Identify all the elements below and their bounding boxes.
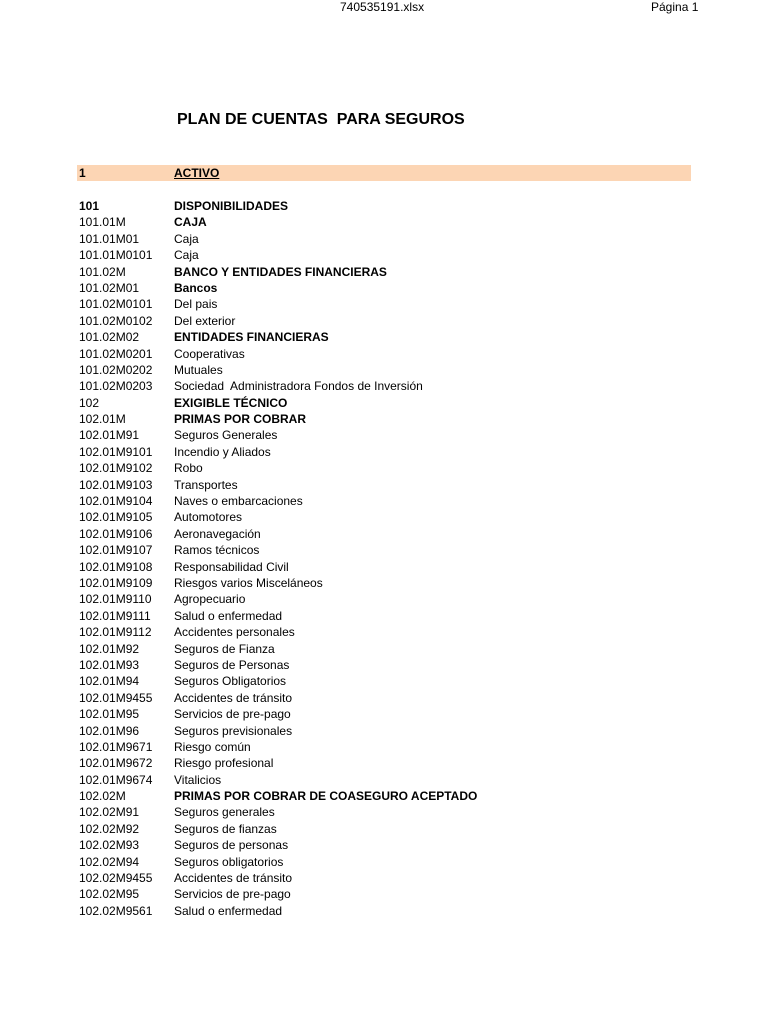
- table-row: [79, 296, 691, 312]
- account-code: 101.02M0203: [79, 379, 153, 394]
- table-row: [79, 214, 691, 230]
- account-name: Transportes: [174, 477, 238, 492]
- table-row: [79, 903, 691, 919]
- account-name: Robo: [174, 461, 203, 476]
- account-name: Seguros Generales: [174, 428, 278, 443]
- account-code: 101.02M: [79, 264, 126, 279]
- section-name: ACTIVO: [174, 166, 220, 180]
- account-code: 102.01M9672: [79, 756, 153, 771]
- account-name: Seguros de personas: [174, 838, 289, 853]
- account-code: 102.01M9106: [79, 526, 153, 541]
- table-row: [79, 886, 691, 902]
- table-row: [79, 198, 691, 214]
- table-row: [79, 673, 691, 689]
- account-code: 102.01M9111: [79, 608, 151, 623]
- table-row: [79, 509, 691, 525]
- account-name: Bancos: [174, 280, 218, 295]
- table-row: [79, 641, 691, 657]
- account-code: 102.01M9112: [79, 625, 152, 640]
- account-code: 101.01M0101: [79, 248, 153, 263]
- account-name: Servicios de pre-pago: [174, 887, 291, 902]
- table-row: [79, 493, 691, 509]
- account-code: 101.02M0201: [79, 346, 153, 361]
- account-code: 102.01M9674: [79, 772, 153, 787]
- account-code: 102.02M9455: [79, 871, 153, 886]
- table-row: [79, 346, 691, 362]
- account-name: Seguros Obligatorios: [174, 674, 287, 689]
- account-name: Riesgo profesional: [174, 756, 274, 771]
- account-name: Seguros de fianzas: [174, 821, 277, 836]
- account-name: Caja: [174, 248, 199, 263]
- table-row: [79, 329, 691, 345]
- account-name: Vitalicios: [174, 772, 222, 787]
- page-number: Página 1: [651, 0, 699, 14]
- account-code: 102.01M9104: [79, 494, 153, 509]
- table-row: [79, 624, 691, 640]
- account-code: 102.01M9108: [79, 559, 153, 574]
- table-row: [79, 427, 691, 443]
- account-code: 102.01M91: [79, 428, 140, 443]
- account-name: Riesgos varios Misceláneos: [174, 575, 323, 590]
- account-name: DISPONIBILIDADES: [174, 199, 289, 213]
- account-name: Del exterior: [174, 313, 236, 328]
- table-row: [79, 870, 691, 886]
- table-row: [79, 542, 691, 558]
- table-row: [79, 755, 691, 771]
- account-name: Sociedad Administradora Fondos de Inversión: [174, 379, 423, 394]
- account-code: 101.02M0102: [79, 313, 153, 328]
- account-name: Seguros previsionales: [174, 723, 293, 738]
- account-name: Seguros de Fianza: [174, 641, 275, 656]
- account-name: Ramos técnicos: [174, 543, 260, 558]
- table-row: [79, 231, 691, 247]
- page-title: PLAN DE CUENTAS PARA SEGUROS: [177, 111, 465, 128]
- account-name: Automotores: [174, 510, 243, 525]
- account-code: 101.02M02: [79, 330, 140, 345]
- account-code: 102.01M93: [79, 657, 140, 672]
- account-code: 101.01M01: [79, 231, 140, 246]
- account-name: PRIMAS POR COBRAR: [174, 412, 307, 427]
- section-code: 1: [79, 166, 86, 180]
- account-code: 101.02M0202: [79, 362, 153, 377]
- table-row: [79, 804, 691, 820]
- account-code: 102.01M9101: [79, 444, 153, 459]
- table-row: [79, 772, 691, 788]
- section-header-row: [77, 165, 691, 181]
- account-name: Incendio y Aliados: [174, 444, 271, 459]
- account-name: Seguros de Personas: [174, 657, 290, 672]
- table-row: [79, 739, 691, 755]
- table-row: [79, 477, 691, 493]
- account-code: 102.01M9109: [79, 575, 153, 590]
- account-code: 102.02M95: [79, 887, 140, 902]
- table-row: [79, 690, 691, 706]
- account-code: 102.02M93: [79, 838, 140, 853]
- table-row: [79, 657, 691, 673]
- table-row: [79, 575, 691, 591]
- account-name: Accidentes de tránsito: [174, 871, 293, 886]
- account-name: BANCO Y ENTIDADES FINANCIERAS: [174, 264, 387, 279]
- account-name: Salud o enfermedad: [174, 903, 283, 918]
- account-name: Aeronavegación: [174, 526, 261, 541]
- table-row: [79, 854, 691, 870]
- account-code: 102.01M9105: [79, 510, 153, 525]
- account-name: Seguros generales: [174, 805, 275, 820]
- account-code: 101.02M0101: [79, 297, 153, 312]
- account-name: PRIMAS POR COBRAR DE COASEGURO ACEPTADO: [174, 789, 478, 804]
- account-code: 102.01M9107: [79, 543, 153, 558]
- table-row: [79, 444, 691, 460]
- table-row: [79, 313, 691, 329]
- table-row: [79, 378, 691, 394]
- account-name: Accidentes de tránsito: [174, 690, 293, 705]
- account-code: 102.02M91: [79, 805, 140, 820]
- account-name: EXIGIBLE TÉCNICO: [174, 395, 288, 410]
- account-code: 102: [79, 395, 100, 410]
- account-name: Accidentes personales: [174, 625, 295, 640]
- account-code: 102.02M9561: [79, 903, 153, 918]
- account-name: Cooperativas: [174, 346, 245, 361]
- account-code: 102.02M92: [79, 821, 140, 836]
- table-row: [79, 788, 691, 804]
- account-code: 102.01M95: [79, 707, 140, 722]
- table-row: [79, 821, 691, 837]
- account-code: 102.01M96: [79, 723, 140, 738]
- table-row: [79, 559, 691, 575]
- account-name: Del pais: [174, 297, 218, 312]
- table-row: [79, 591, 691, 607]
- account-code: 101.02M01: [79, 280, 140, 295]
- table-row: [79, 723, 691, 739]
- table-row: [79, 264, 691, 280]
- account-code: 102.01M9103: [79, 477, 153, 492]
- account-code: 102.01M9671: [79, 739, 153, 754]
- account-name: Servicios de pre-pago: [174, 707, 291, 722]
- account-code: 101: [79, 199, 100, 213]
- table-row: [79, 280, 691, 296]
- account-name: Caja: [174, 231, 199, 246]
- account-code: 102.02M94: [79, 854, 140, 869]
- table-row: [79, 837, 691, 853]
- file-name: 740535191.xlsx: [340, 0, 425, 14]
- account-name: Agropecuario: [174, 592, 246, 607]
- table-row: [79, 460, 691, 476]
- account-code: 102.01M9455: [79, 690, 153, 705]
- table-row: [79, 526, 691, 542]
- table-row: [79, 411, 691, 427]
- account-code: 102.01M94: [79, 674, 140, 689]
- account-code: 101.01M: [79, 215, 126, 230]
- account-code: 102.01M92: [79, 641, 140, 656]
- account-code: 102.02M: [79, 789, 126, 804]
- table-row: [79, 395, 691, 411]
- account-code: 102.01M9102: [79, 461, 153, 476]
- table-row: [79, 608, 691, 624]
- accounts-list: [79, 198, 691, 919]
- account-name: ENTIDADES FINANCIERAS: [174, 330, 329, 345]
- table-row: [79, 247, 691, 263]
- account-name: Seguros obligatorios: [174, 854, 284, 869]
- account-name: Salud o enfermedad: [174, 608, 283, 623]
- account-name: CAJA: [174, 215, 207, 230]
- account-code: 102.01M: [79, 412, 126, 427]
- account-name: Responsabilidad Civil: [174, 559, 289, 574]
- table-row: [79, 362, 691, 378]
- table-row: [79, 706, 691, 722]
- account-name: Riesgo común: [174, 739, 251, 754]
- account-name: Naves o embarcaciones: [174, 494, 303, 509]
- account-name: Mutuales: [174, 362, 223, 377]
- account-code: 102.01M9110: [79, 592, 152, 607]
